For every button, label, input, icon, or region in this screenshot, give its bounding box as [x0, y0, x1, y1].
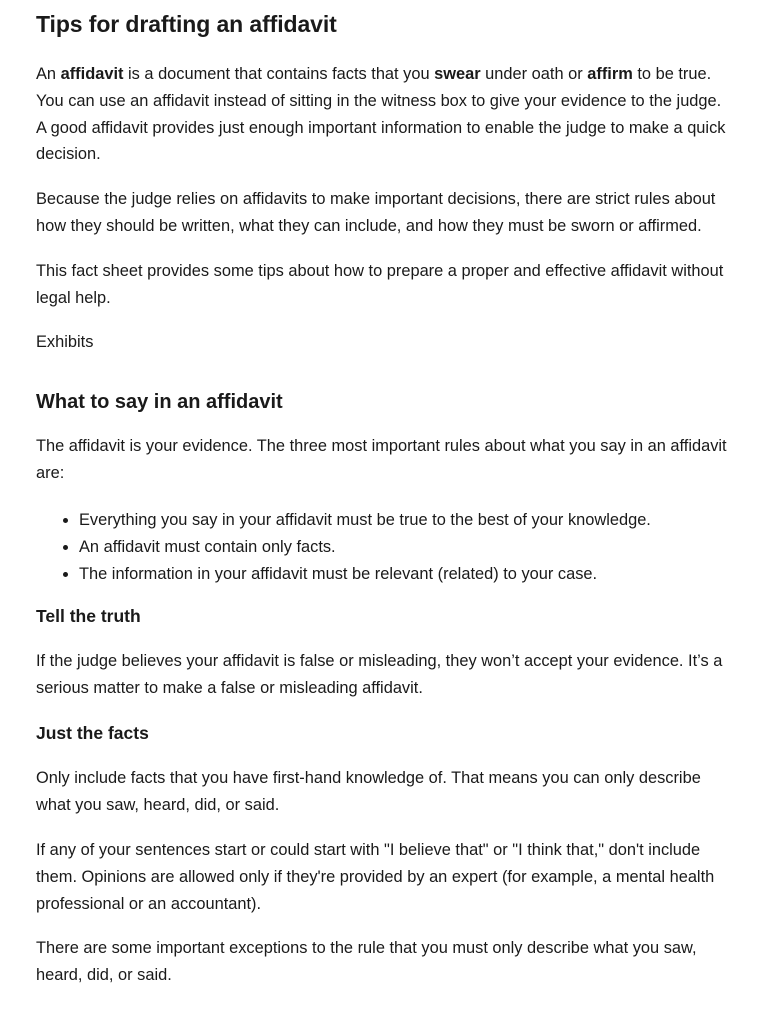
what-to-say-paragraph: The affidavit is your evidence. The three most important rules about what you say in an affidavit are: [36, 437, 727, 482]
exhibits-text: Exhibits [36, 333, 94, 352]
intro-text-2: is a document that contains facts that you [123, 65, 435, 83]
section-heading-tell-the-truth: Tell the truth [36, 605, 141, 626]
just-the-facts-paragraph-1: Only include facts that you have first-hand knowledge of. That means you can only describe what you saw, heard, did, or said. [36, 769, 701, 815]
section-heading-what-to-say: What to say in an affidavit [36, 391, 283, 414]
intro-paragraph-3: This fact sheet provides some tips about how to prepare a proper and effective affidavit without legal help. [36, 261, 724, 307]
tell-the-truth-paragraph: If the judge believes your affidavit is false or misleading, they won’t accept your evidence. It’s a serious matter to make a false or misleading affidavit. [36, 651, 723, 697]
rules-list [36, 507, 732, 588]
intro-text-1: An [36, 65, 61, 83]
term-affidavit: affidavit [60, 65, 124, 83]
intro-paragraph-1 [36, 61, 732, 168]
list-item: • An affidavit must contain only facts. [79, 534, 732, 561]
page-title: Tips for drafting an affidavit [36, 11, 337, 37]
intro-paragraph-2: Because the judge relies on affidavits to make important decisions, there are strict rules about how they should be written, what they can include, and how they must be sworn or affirmed. [36, 190, 716, 235]
just-the-facts-paragraph-2: If any of your sentences start or could start with "I believe that" or "I think that," don't include them. Opinions are allowed only if they're provided by an expert (for example, a mental health professional or an accountant). [36, 840, 715, 913]
term-affirm: affirm [587, 65, 633, 83]
intro-text-4: to be true. You can use an affidavit instead of sitting in the witness box to give your evidence to the judge. A good affidavit provides just enough important information to enable the judge to make a quick decision. [36, 65, 726, 164]
list-item: • The information in your affidavit must be relevant (related) to your case. [79, 561, 732, 588]
just-the-facts-paragraph-3: There are some important exceptions to the rule that you must only describe what you saw, heard, did, or said. [36, 939, 697, 985]
intro-text-3: under oath or [480, 65, 588, 83]
article [0, 9, 768, 989]
term-swear: swear [434, 65, 481, 83]
section-heading-just-the-facts: Just the facts [36, 723, 149, 744]
list-item: • Everything you say in your affidavit must be true to the best of your knowledge. [79, 507, 732, 534]
